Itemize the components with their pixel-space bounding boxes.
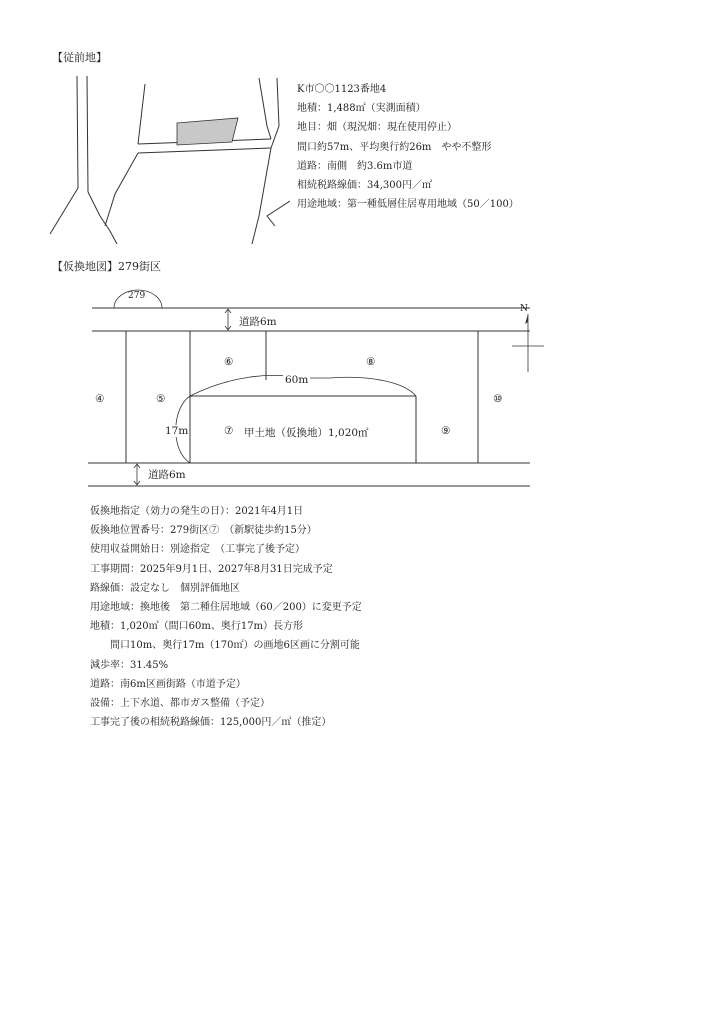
north-label: N: [520, 304, 528, 314]
detail-dimensions: 間口約57m、平均奥行約26m やや不整形: [297, 141, 492, 153]
former-land-map: [45, 66, 290, 244]
road-edge: [77, 76, 78, 188]
detail-route-price: 路線価：設定なし 個別評価地区: [90, 582, 240, 594]
temp-replot-map: [0, 280, 724, 500]
road-edge: [138, 84, 145, 144]
detail-utilities: 設備：上下水道、都市ガス整備（予定）: [90, 698, 270, 710]
lot-8-label: ⑧: [366, 356, 376, 368]
subject-land-parcel: [177, 118, 238, 145]
former-land-details: [297, 80, 519, 214]
lot-9-label: ⑨: [441, 425, 451, 437]
road-edge: [267, 201, 290, 226]
section-heading-temp-replot-map: 【仮換地図】279街区: [52, 260, 161, 273]
detail-area: 地積：1,488㎡（実測面積）: [297, 103, 426, 115]
detail-land-category: 地目：畑（現況畑：現在使用停止）: [297, 122, 457, 134]
lot-7-label: ⑦: [224, 425, 234, 437]
lot-4-label: ④: [95, 393, 105, 405]
detail-zoning: 用途地域：換地後 第二種住居地域（60／200）に変更予定: [90, 602, 362, 614]
road-edge: [105, 153, 138, 226]
section-heading-former-land: 【従前地】: [52, 51, 107, 64]
road-edge: [252, 78, 279, 244]
road-edge: [259, 78, 271, 139]
top-road-label: 道路6m: [239, 316, 277, 328]
detail-route-price: 相続税路線価：34,300円／㎡: [297, 180, 432, 192]
detail-area: 地積：1,020㎡（間口60m、奥行17m）長方形: [90, 621, 304, 633]
detail-position-number: 仮換地位置番号：279街区⑦ （新駅徒歩約15分）: [90, 525, 317, 537]
north-arrow-head: [525, 314, 528, 324]
detail-road: 道路：南側 約3.6m市道: [297, 160, 413, 172]
lot-10-label: ⑩: [493, 393, 503, 405]
subject-lot-label: 甲土地（仮換地）1,020㎡: [244, 427, 369, 439]
width-dimension-label: 60m: [285, 374, 309, 386]
bottom-road-label: 道路6m: [148, 469, 186, 481]
detail-road: 道路：南6m区画街路（市道予定）: [90, 678, 246, 690]
detail-designation-date: 仮換地指定（効力の発生の日）：2021年4月1日: [90, 506, 304, 517]
road-edge: [88, 192, 117, 244]
detail-use-start-date: 使用収益開始日：別途指定 （工事完了後予定）: [90, 544, 305, 556]
detail-subdivision: 間口10m、奥行17m（170㎡）の画地6区画に分割可能: [90, 640, 360, 652]
detail-address: K市〇〇1123番地4: [297, 84, 387, 95]
road-edge: [50, 188, 78, 234]
temp-replot-details: [90, 502, 362, 732]
detail-reduction-rate: 減歩率：31.45%: [90, 659, 169, 671]
detail-future-route-price: 工事完了後の相続税路線価：125,000円／㎡（推定）: [90, 717, 332, 729]
block-number-label: 279: [128, 291, 146, 301]
detail-construction-period: 工事期間：2025年9月1日、2027年8月31日完成予定: [90, 563, 333, 575]
lot-6-label: ⑥: [224, 356, 234, 368]
road-edge: [87, 76, 88, 192]
lot-5-label: ⑤: [156, 393, 166, 405]
road-edge: [138, 148, 271, 153]
depth-dimension-label: 17m: [165, 425, 189, 437]
detail-zoning: 用途地域：第一種低層住居専用地域（50／100）: [297, 199, 519, 211]
